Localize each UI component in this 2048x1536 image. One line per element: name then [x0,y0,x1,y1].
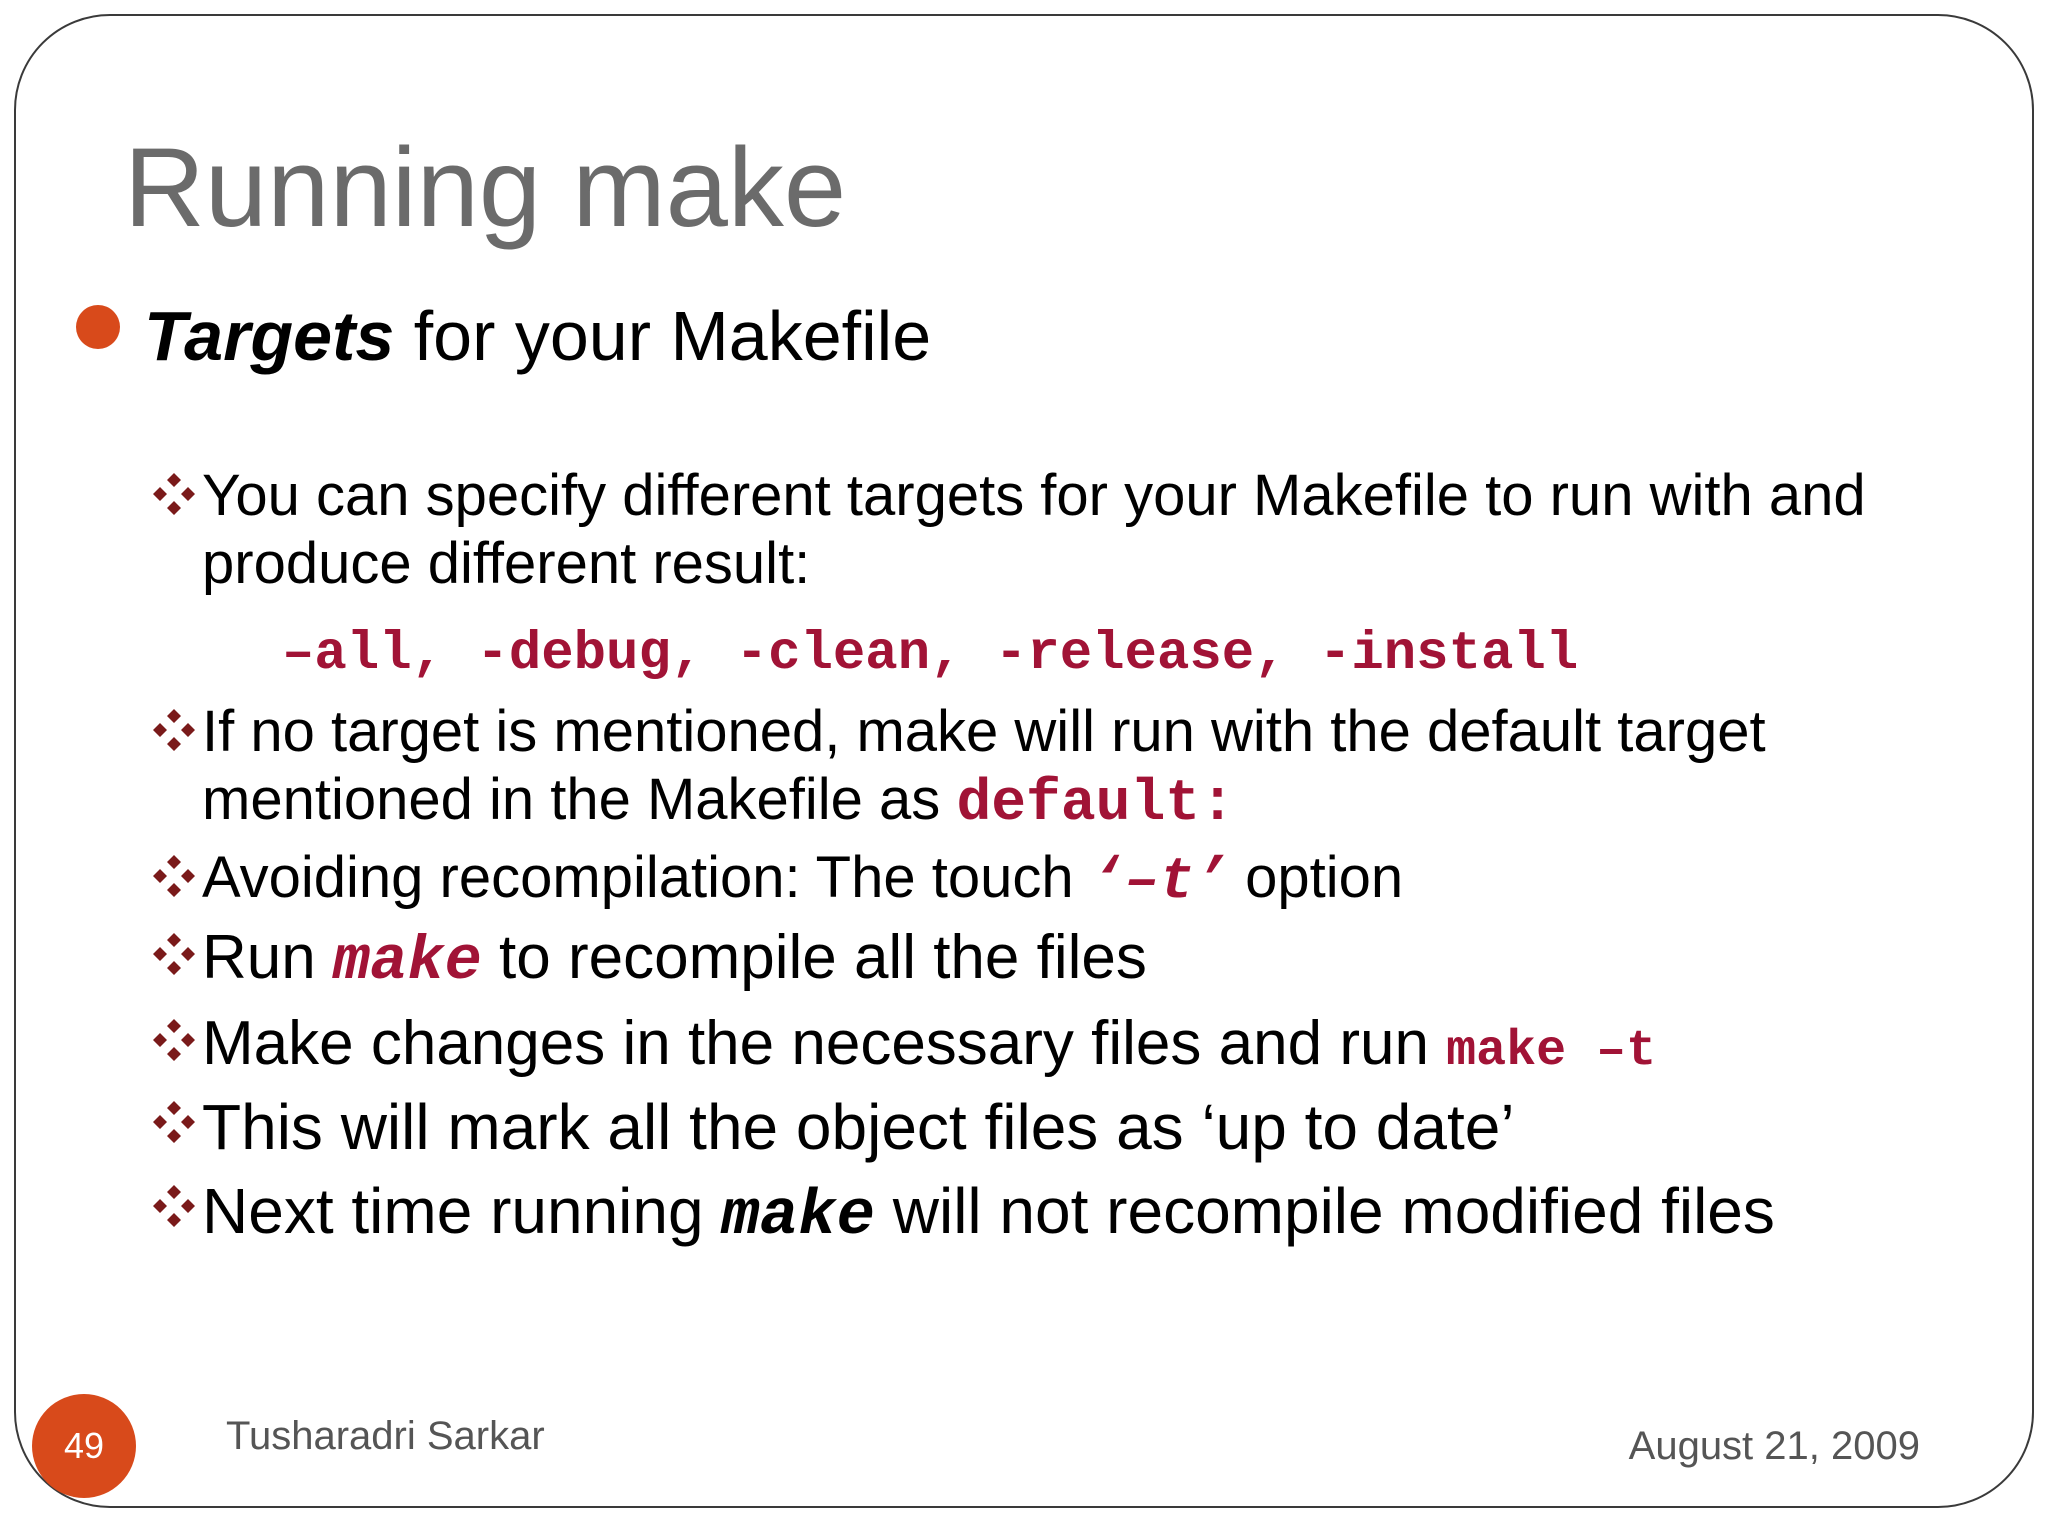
diamond-bullet-icon [152,708,196,752]
diamond-bullet-icon [152,1018,196,1062]
list-item-text-part: If no target is mentioned, make will run with the default target mentioned in the Makefile as [202,699,1782,832]
list-item-text-part: to recompile all the files [481,923,1147,992]
list-item-text-part: Avoiding recompilation: The touch [202,845,1090,910]
slide-title: Running make [124,125,847,250]
footer-date: August 21, 2009 [1628,1424,1920,1468]
bullet-circle-icon [76,305,120,349]
list-item-text-part: Next time running [202,1175,722,1247]
target-list-code: –all, -debug, -clean, -release, -install [282,624,1579,685]
list-item-next-time [152,1174,1912,1254]
diamond-bullet-icon [152,932,196,976]
list-item-text [202,698,1912,839]
list-item-text [202,844,1912,917]
section-heading [144,296,931,377]
default-code: default: [956,772,1235,837]
make-code: make [721,1181,875,1253]
list-item-text-part: Run [202,923,333,992]
list-item-make-changes [152,1008,1912,1088]
diamond-bullet-icon [152,1100,196,1144]
touch-option-code: ‘–t’ [1089,850,1229,915]
list-item-text-part: Make changes in the necessary files and run [202,1009,1447,1078]
diamond-bullet-icon [152,472,196,516]
list-item-run-make [152,922,1912,998]
list-item-targets [152,462,1912,598]
list-item-text: This will mark all the object files as ‘up to date’ [202,1091,1515,1163]
list-item-text-part: option [1228,845,1404,910]
footer-author: Tusharadri Sarkar [226,1414,545,1458]
list-item-text [202,922,1912,998]
list-item-up-to-date [152,1090,1912,1164]
list-item-text-part: will not recompile modified files [874,1175,1775,1247]
list-item-text [202,1008,1912,1088]
make-code: make [332,926,482,997]
list-item-default-target [152,698,1912,839]
heading-text: for your Makefile [394,297,932,375]
diamond-bullet-icon [152,854,196,898]
list-item-text: You can specify different targets for your Makefile to run with and produce different result: [202,463,1882,596]
list-item-text [202,1174,1912,1254]
diamond-bullet-icon [152,1184,196,1228]
heading-emphasis: Targets [144,297,395,375]
slide-number-badge: 49 [32,1394,136,1498]
list-item-avoid-recompilation [152,844,1912,917]
make-t-code: make –t [1446,1023,1657,1080]
